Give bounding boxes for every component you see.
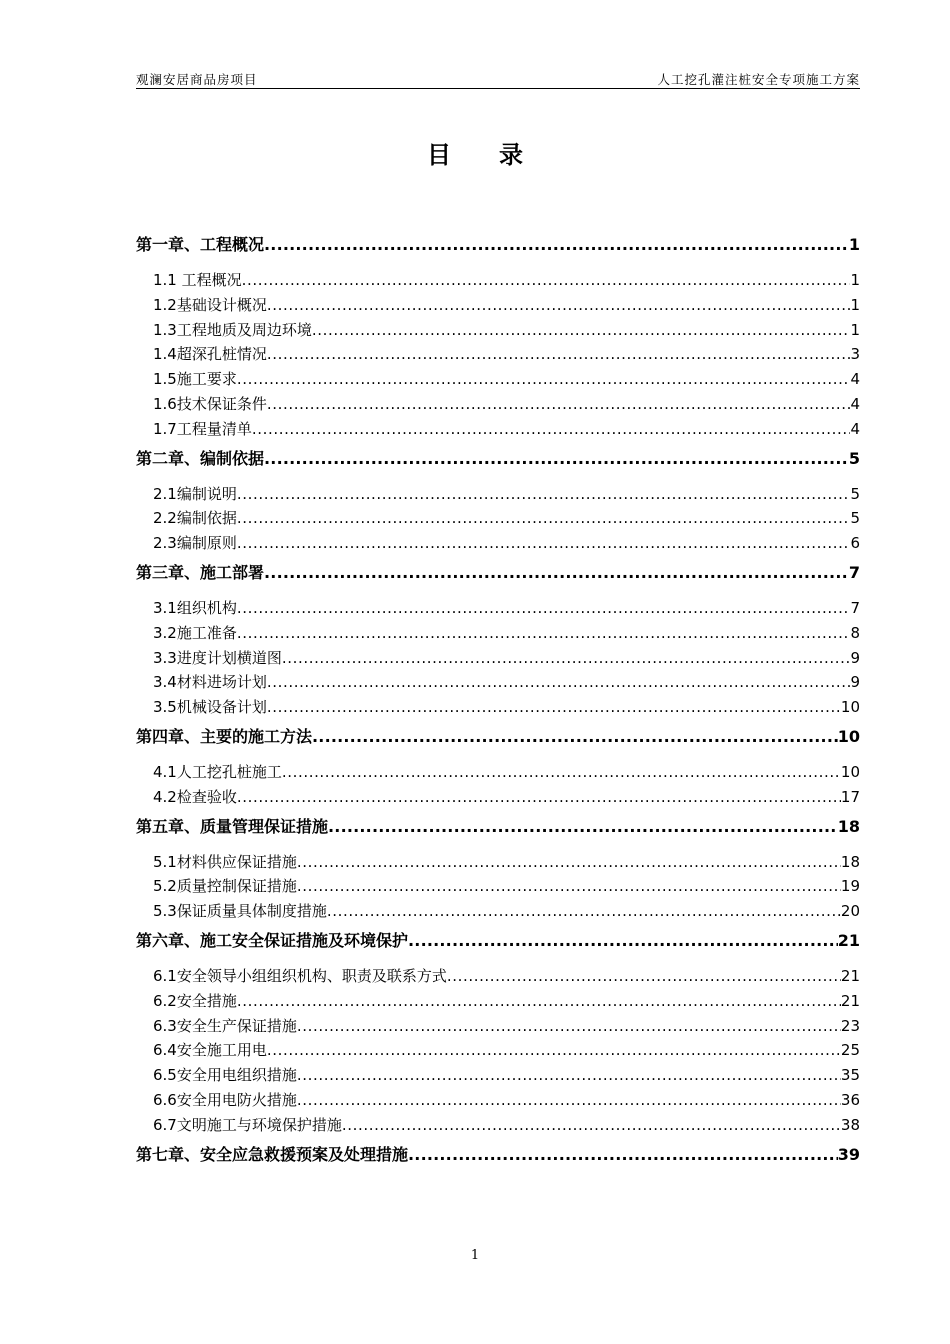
toc-dot-leader <box>312 726 838 748</box>
toc-section-label: 4.2检查验收 <box>153 787 237 806</box>
toc-section-entry[interactable] <box>136 1063 860 1088</box>
toc-section-page: 35 <box>840 1066 860 1085</box>
toc-section-label: 3.5机械设备计划 <box>153 698 267 717</box>
toc-dot-leader <box>252 417 851 442</box>
toc-section-page: 19 <box>840 877 860 896</box>
toc-section-label: 1.5施工要求 <box>153 370 237 389</box>
toc-section-page: 5 <box>850 484 860 503</box>
toc-section-label: 4.1人工挖孔桩施工 <box>153 762 282 781</box>
toc-section-label: 5.2质量控制保证措施 <box>153 877 297 896</box>
page-header <box>136 70 860 89</box>
toc-dot-leader <box>297 1063 841 1088</box>
toc-chapter-page: 39 <box>837 1144 860 1164</box>
toc-title <box>0 135 950 170</box>
toc-dot-leader <box>342 1113 841 1138</box>
toc-dot-leader <box>282 760 841 785</box>
toc-section-label: 6.6安全用电防火措施 <box>153 1090 297 1109</box>
toc-title-part2: 录 <box>499 141 523 169</box>
toc-section-page: 38 <box>840 1115 860 1134</box>
toc-chapter-label: 第五章、质量管理保证措施 <box>136 816 329 836</box>
toc-section-label: 6.2安全措施 <box>153 991 237 1010</box>
toc-section-page: 18 <box>840 852 860 871</box>
toc-section-label: 1.4超深孔桩情况 <box>153 345 267 364</box>
toc-dot-leader <box>237 989 841 1014</box>
toc-section-label: 2.2编制依据 <box>153 509 237 528</box>
toc-section-label: 2.1编制说明 <box>153 484 237 503</box>
toc-dot-leader <box>267 670 851 695</box>
toc-dot-leader <box>267 1038 841 1063</box>
toc-dot-leader <box>237 785 841 810</box>
toc-section-page: 3 <box>850 345 860 364</box>
toc-dot-leader <box>237 506 851 531</box>
toc-section-entry[interactable] <box>136 482 860 507</box>
toc-section-page: 36 <box>840 1090 860 1109</box>
toc-chapter-label: 第七章、安全应急救援预案及处理措施 <box>136 1144 409 1164</box>
toc-dot-leader <box>237 482 851 507</box>
toc-chapter-entry[interactable] <box>136 930 860 952</box>
toc-chapter-entry[interactable] <box>136 448 860 470</box>
toc-section-label: 1.2基础设计概况 <box>153 295 267 314</box>
toc-dot-leader <box>297 1014 841 1039</box>
toc-section-page: 20 <box>840 902 860 921</box>
toc-section-entry[interactable] <box>136 367 860 392</box>
toc-section-label: 1.7工程量清单 <box>153 419 252 438</box>
toc-section-label: 1.6技术保证条件 <box>153 394 267 413</box>
toc-chapter-page: 1 <box>848 235 860 254</box>
toc-chapter-page: 10 <box>837 726 860 746</box>
toc-section-page: 7 <box>850 598 860 617</box>
toc-dot-leader <box>328 816 838 838</box>
toc-dot-leader <box>282 646 851 671</box>
toc-section-entry[interactable] <box>136 506 860 531</box>
toc-section-entry[interactable] <box>136 646 860 671</box>
toc-section-entry[interactable] <box>136 695 860 720</box>
toc-section-entry[interactable] <box>136 850 860 875</box>
toc-section-entry[interactable] <box>136 596 860 621</box>
toc-chapter-entry[interactable] <box>136 562 860 584</box>
toc-section-page: 10 <box>840 698 860 717</box>
toc-section-label: 3.1组织机构 <box>153 598 237 617</box>
toc-chapter-label: 第三章、施工部署 <box>136 562 265 582</box>
toc-dot-leader <box>297 850 841 875</box>
toc-chapter-entry[interactable] <box>136 234 860 256</box>
toc-section-page: 25 <box>840 1041 860 1060</box>
toc-section-entry[interactable] <box>136 1038 860 1063</box>
toc-section-entry[interactable] <box>136 989 860 1014</box>
toc-section-entry[interactable] <box>136 417 860 442</box>
toc-chapter-page: 5 <box>848 448 860 468</box>
toc-dot-leader <box>267 392 851 417</box>
table-of-contents <box>136 230 860 1178</box>
toc-dot-leader <box>264 562 849 584</box>
toc-dot-leader <box>297 1088 841 1113</box>
toc-section-label: 3.2施工准备 <box>153 623 237 642</box>
toc-dot-leader <box>447 964 841 989</box>
toc-dot-leader <box>327 899 841 924</box>
toc-section-page: 23 <box>840 1016 860 1035</box>
toc-section-page: 21 <box>840 966 860 985</box>
toc-section-label: 6.4安全施工用电 <box>153 1041 267 1060</box>
toc-section-page: 4 <box>850 370 860 389</box>
toc-dot-leader <box>267 293 851 318</box>
toc-dot-leader <box>237 367 851 392</box>
toc-section-page: 1 <box>850 295 860 314</box>
toc-chapter-label: 第六章、施工安全保证措施及环境保护 <box>136 930 409 950</box>
toc-section-entry[interactable] <box>136 874 860 899</box>
toc-section-page: 9 <box>850 673 860 692</box>
toc-chapter-label: 第二章、编制依据 <box>136 448 265 468</box>
toc-section-entry[interactable] <box>136 531 860 556</box>
toc-dot-leader <box>297 874 841 899</box>
toc-section-label: 3.4材料进场计划 <box>153 673 267 692</box>
toc-section-entry[interactable] <box>136 621 860 646</box>
toc-dot-leader <box>242 268 851 293</box>
toc-dot-leader <box>312 318 851 343</box>
toc-title-part1: 目 <box>427 141 451 169</box>
header-project-name: 观澜安居商品房项目 <box>136 72 258 87</box>
toc-dot-leader <box>237 596 851 621</box>
toc-section-label: 6.5安全用电组织措施 <box>153 1066 297 1085</box>
toc-dot-leader <box>264 234 849 256</box>
toc-section-page: 4 <box>850 419 860 438</box>
toc-chapter-entry[interactable] <box>136 816 860 838</box>
toc-dot-leader <box>264 448 849 470</box>
toc-section-entry[interactable] <box>136 1014 860 1039</box>
toc-section-label: 6.7文明施工与环境保护措施 <box>153 1115 342 1134</box>
toc-section-label: 6.1安全领导小组组织机构、职责及联系方式 <box>153 966 447 985</box>
toc-section-entry[interactable] <box>136 760 860 785</box>
toc-section-label: 5.1材料供应保证措施 <box>153 852 297 871</box>
toc-chapter-label: 第四章、主要的施工方法 <box>136 726 313 746</box>
toc-section-entry[interactable] <box>136 964 860 989</box>
toc-section-page: 8 <box>850 623 860 642</box>
toc-dot-leader <box>237 621 851 646</box>
toc-dot-leader <box>267 695 841 720</box>
toc-section-page: 1 <box>850 271 860 289</box>
toc-dot-leader <box>408 930 838 952</box>
toc-chapter-label: 第一章、工程概况 <box>136 235 265 254</box>
toc-section-entry[interactable] <box>136 670 860 695</box>
toc-section-entry[interactable] <box>136 1113 860 1138</box>
toc-section-entry[interactable] <box>136 268 860 293</box>
toc-section-entry[interactable] <box>136 318 860 343</box>
toc-section-page: 21 <box>840 991 860 1010</box>
toc-section-label: 2.3编制原则 <box>153 534 237 553</box>
toc-section-entry[interactable] <box>136 392 860 417</box>
toc-section-page: 17 <box>840 787 860 806</box>
toc-section-entry[interactable] <box>136 1088 860 1113</box>
toc-section-label: 5.3保证质量具体制度措施 <box>153 902 327 921</box>
toc-section-label: 1.3工程地质及周边环境 <box>153 320 312 339</box>
toc-section-page: 1 <box>850 320 860 339</box>
toc-section-entry[interactable] <box>136 785 860 810</box>
toc-chapter-entry[interactable] <box>136 726 860 748</box>
page-number: 1 <box>470 1248 480 1263</box>
toc-section-label: 6.3安全生产保证措施 <box>153 1016 297 1035</box>
toc-section-label: 3.3进度计划横道图 <box>153 648 282 667</box>
toc-section-label: 1.1 工程概况 <box>153 271 242 289</box>
toc-chapter-page: 21 <box>837 930 860 950</box>
toc-dot-leader <box>408 1144 838 1166</box>
toc-dot-leader <box>267 342 851 367</box>
toc-dot-leader <box>237 531 851 556</box>
toc-section-entry[interactable] <box>136 342 860 367</box>
toc-section-page: 6 <box>850 534 860 553</box>
toc-chapter-page: 18 <box>837 816 860 836</box>
toc-section-page: 4 <box>850 394 860 413</box>
toc-section-entry[interactable] <box>136 899 860 924</box>
toc-chapter-entry[interactable] <box>136 1144 860 1166</box>
toc-chapter-page: 7 <box>848 562 860 582</box>
toc-section-page: 9 <box>850 648 860 667</box>
toc-section-entry[interactable] <box>136 293 860 318</box>
toc-section-page: 5 <box>850 509 860 528</box>
header-document-title: 人工挖孔灌注桩安全专项施工方案 <box>657 72 860 87</box>
toc-section-page: 10 <box>840 762 860 781</box>
